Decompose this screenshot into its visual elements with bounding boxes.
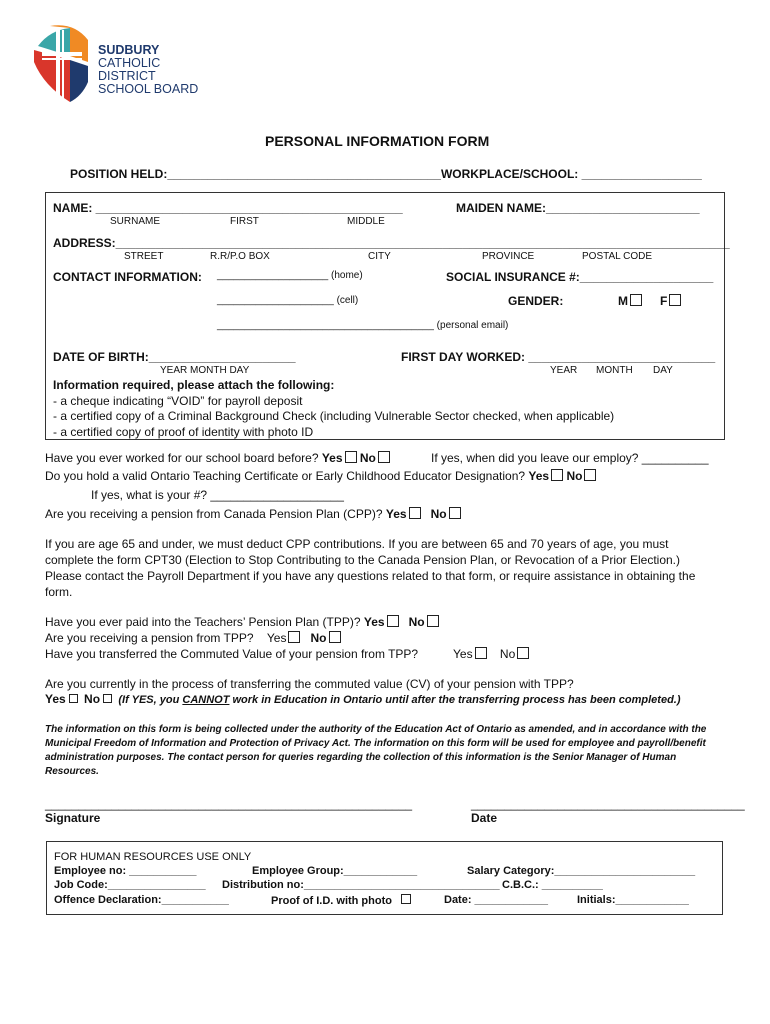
cpp-question (45, 507, 461, 521)
teaching-cert-text: Do you hold a valid Ontario Teaching Certificate or Early Childhood Educator Designation? (45, 469, 526, 483)
teaching-cert-no-checkbox[interactable] (584, 469, 596, 481)
logo-line-2: CATHOLIC (98, 56, 161, 70)
maiden-name-field[interactable]: MAIDEN NAME:_______________________ (456, 201, 700, 215)
tpp-receiving-no-checkbox[interactable] (329, 631, 341, 643)
hr-job-code-field[interactable]: Job Code:________________ (54, 879, 206, 891)
tpp-paid-yes-checkbox[interactable] (387, 615, 399, 627)
tpp-transferred-yes-checkbox[interactable] (475, 647, 487, 659)
logo (30, 22, 205, 104)
date-label: Date (471, 811, 498, 825)
yes-label: Yes (528, 469, 550, 483)
info-item: - a certified copy of a Criminal Background Check (including Vulnerable Sector checked, when applicable) (53, 409, 615, 423)
date-of-birth-field[interactable]: DATE OF BIRTH:______________________ (53, 350, 296, 364)
hr-proof-id-option (271, 894, 414, 907)
teaching-cert-yes-checkbox[interactable] (551, 469, 563, 481)
logo-line-4: SCHOOL BOARD (98, 82, 199, 96)
name-field[interactable]: NAME: ______________________________________________ (53, 201, 403, 215)
hr-salary-category-field[interactable]: Salary Category:_______________________ (467, 865, 696, 877)
tpp-transferred-no-checkbox[interactable] (517, 647, 529, 659)
worked-before-question (45, 451, 390, 465)
certificate-number-field[interactable]: If yes, what is your #? ____________________ (91, 488, 344, 502)
cell-phone-field[interactable]: _____________________ (cell) (217, 295, 359, 306)
personal-email-field[interactable]: _______________________________________ (personal email) (217, 320, 509, 331)
province-label: PROVINCE (482, 251, 535, 262)
middle-label: MIDDLE (347, 216, 385, 227)
hr-proof-id-label: Proof of I.D. with photo (271, 895, 392, 907)
page-title: PERSONAL INFORMATION FORM (265, 133, 490, 149)
rrpo-label: R.R/P.O BOX (210, 251, 270, 262)
yes-label: Yes (45, 692, 66, 706)
hr-cbc-field[interactable]: C.B.C.: __________ (502, 879, 603, 891)
yes-label: Yes (266, 631, 287, 645)
first-day-year-label: YEAR (550, 365, 578, 376)
privacy-line: Resources. (45, 766, 99, 777)
privacy-line: Municipal Freedom of Information and Protection of Privacy Act. The information on this form will be used for employee and payroll/benefit (45, 738, 706, 749)
gender-f-option[interactable] (660, 294, 681, 308)
no-label: No (430, 507, 447, 521)
cpp-paragraph-line: form. (45, 585, 73, 599)
worked-before-yes-checkbox[interactable] (345, 451, 357, 463)
hr-employee-group-field[interactable]: Employee Group:____________ (252, 865, 418, 877)
no-label: No (359, 451, 376, 465)
no-label: No (310, 631, 327, 645)
surname-label: SURNAME (110, 216, 161, 227)
hr-proof-id-checkbox[interactable] (401, 894, 411, 904)
dob-sub-label: YEAR MONTH DAY (160, 365, 250, 376)
cv-no-checkbox[interactable] (103, 694, 112, 703)
info-required-heading: Information required, please attach the following: (53, 378, 335, 392)
worked-before-text: Have you ever worked for our school board before? (45, 451, 319, 465)
sin-field[interactable]: SOCIAL INSURANCE #:____________________ (446, 270, 714, 284)
signature-line[interactable]: _______________________________________________________ (45, 797, 413, 811)
worked-before-no-checkbox[interactable] (378, 451, 390, 463)
no-label: No (499, 647, 516, 661)
date-line[interactable]: _________________________________________ (471, 797, 745, 811)
hr-distribution-field[interactable]: Distribution no:________________________________ (222, 879, 500, 891)
tpp-receiving-text: Are you receiving a pension from TPP? (45, 631, 254, 645)
city-label: CITY (368, 251, 391, 262)
cv-note-post: work in Education in Ontario until after the transferring process has been completed.) (229, 694, 681, 706)
yes-label: Yes (321, 451, 343, 465)
logo-line-3: DISTRICT (98, 69, 156, 83)
first-day-month-label: MONTH (596, 365, 633, 376)
contact-info-label: CONTACT INFORMATION: (53, 270, 202, 284)
hr-employee-no-field[interactable]: Employee no: ___________ (54, 865, 197, 877)
no-label: No (408, 615, 425, 629)
logo-line-1: SUDBURY (98, 43, 160, 57)
yes-label: Yes (453, 647, 473, 661)
cpp-yes-checkbox[interactable] (409, 507, 421, 519)
home-phone-field[interactable]: ____________________ (home) (217, 270, 363, 281)
gender-f-label: F (660, 294, 668, 308)
cpp-paragraph-line: complete the form CPT30 (Election to Stop Contributing to the Canada Pension Plan, or Revocation of a Prior Election.) (45, 553, 681, 567)
tpp-paid-text: Have you ever paid into the Teachers’ Pension Plan (TPP)? (45, 615, 361, 629)
tpp-transferred-question: Have you transferred the Commuted Value of your pension from TPP? (45, 647, 419, 661)
privacy-line: administration purposes. The contact person for queries regarding the collection of this information is the Senior Manager of Human (45, 752, 677, 763)
no-label: No (84, 692, 101, 706)
cv-note-cannot: CANNOT (182, 694, 230, 706)
cv-yes-checkbox[interactable] (69, 694, 78, 703)
cpp-no-checkbox[interactable] (449, 507, 461, 519)
gender-m-label: M (618, 294, 628, 308)
cv-note-pre: (If YES, you (118, 694, 183, 706)
hr-date-field[interactable]: Date: ____________ (444, 894, 548, 906)
address-field[interactable]: ADDRESS:____________________________________________________________________________________________ (53, 236, 730, 250)
cv-answer-row (45, 692, 681, 706)
cpp-question-text: Are you receiving a pension from Canada Pension Plan (CPP)? (45, 507, 383, 521)
postal-code-label: POSTAL CODE (582, 251, 653, 262)
cpp-paragraph-line: If you are age 65 and under, we must deduct CPP contributions. If you are between 65 and 70 years of age, you must (45, 537, 669, 551)
first-label: FIRST (230, 216, 259, 227)
cv-note (118, 694, 680, 706)
school-board-logo-icon (30, 22, 92, 104)
cv-question: Are you currently in the process of transferring the commuted value (CV) of your pension with TPP? (45, 677, 574, 691)
gender-f-checkbox[interactable] (669, 294, 681, 306)
teaching-cert-question (45, 469, 596, 483)
no-label: No (566, 469, 583, 483)
info-item: - a cheque indicating “VOID” for payroll deposit (53, 394, 303, 408)
tpp-transferred-options (453, 647, 529, 661)
yes-label: Yes (385, 507, 407, 521)
gender-label: GENDER: (508, 294, 564, 308)
gender-m-checkbox[interactable] (630, 294, 642, 306)
first-day-day-label: DAY (653, 365, 673, 376)
privacy-line: The information on this form is being collected under the authority of the Education Act of Ontario as amended, and in accordance with the (45, 724, 707, 735)
street-label: STREET (124, 251, 164, 262)
tpp-paid-no-checkbox[interactable] (427, 615, 439, 627)
hr-initials-field[interactable]: Initials:____________ (577, 894, 689, 906)
tpp-receiving-question (45, 631, 341, 645)
hr-offence-field[interactable]: Offence Declaration:___________ (54, 894, 229, 906)
position-held-field[interactable]: POSITION HELD:_________________________________________WORKPLACE/SCHOOL: __________________ (70, 167, 702, 181)
gender-m-option[interactable] (618, 294, 642, 308)
hr-heading: FOR HUMAN RESOURCES USE ONLY (54, 851, 252, 863)
info-item: - a certified copy of proof of identity with photo ID (53, 425, 314, 439)
tpp-receiving-yes-checkbox[interactable] (288, 631, 300, 643)
leave-date-field[interactable]: If yes, when did you leave our employ? __________ (431, 451, 709, 465)
signature-label: Signature (45, 811, 101, 825)
first-day-worked-field[interactable]: FIRST DAY WORKED: ____________________________ (401, 350, 716, 364)
tpp-paid-question (45, 615, 439, 629)
yes-label: Yes (363, 615, 385, 629)
cpp-paragraph-line: Please contact the Payroll Department if you have any questions related to that form, or require assistance in obtaining the (45, 569, 696, 583)
